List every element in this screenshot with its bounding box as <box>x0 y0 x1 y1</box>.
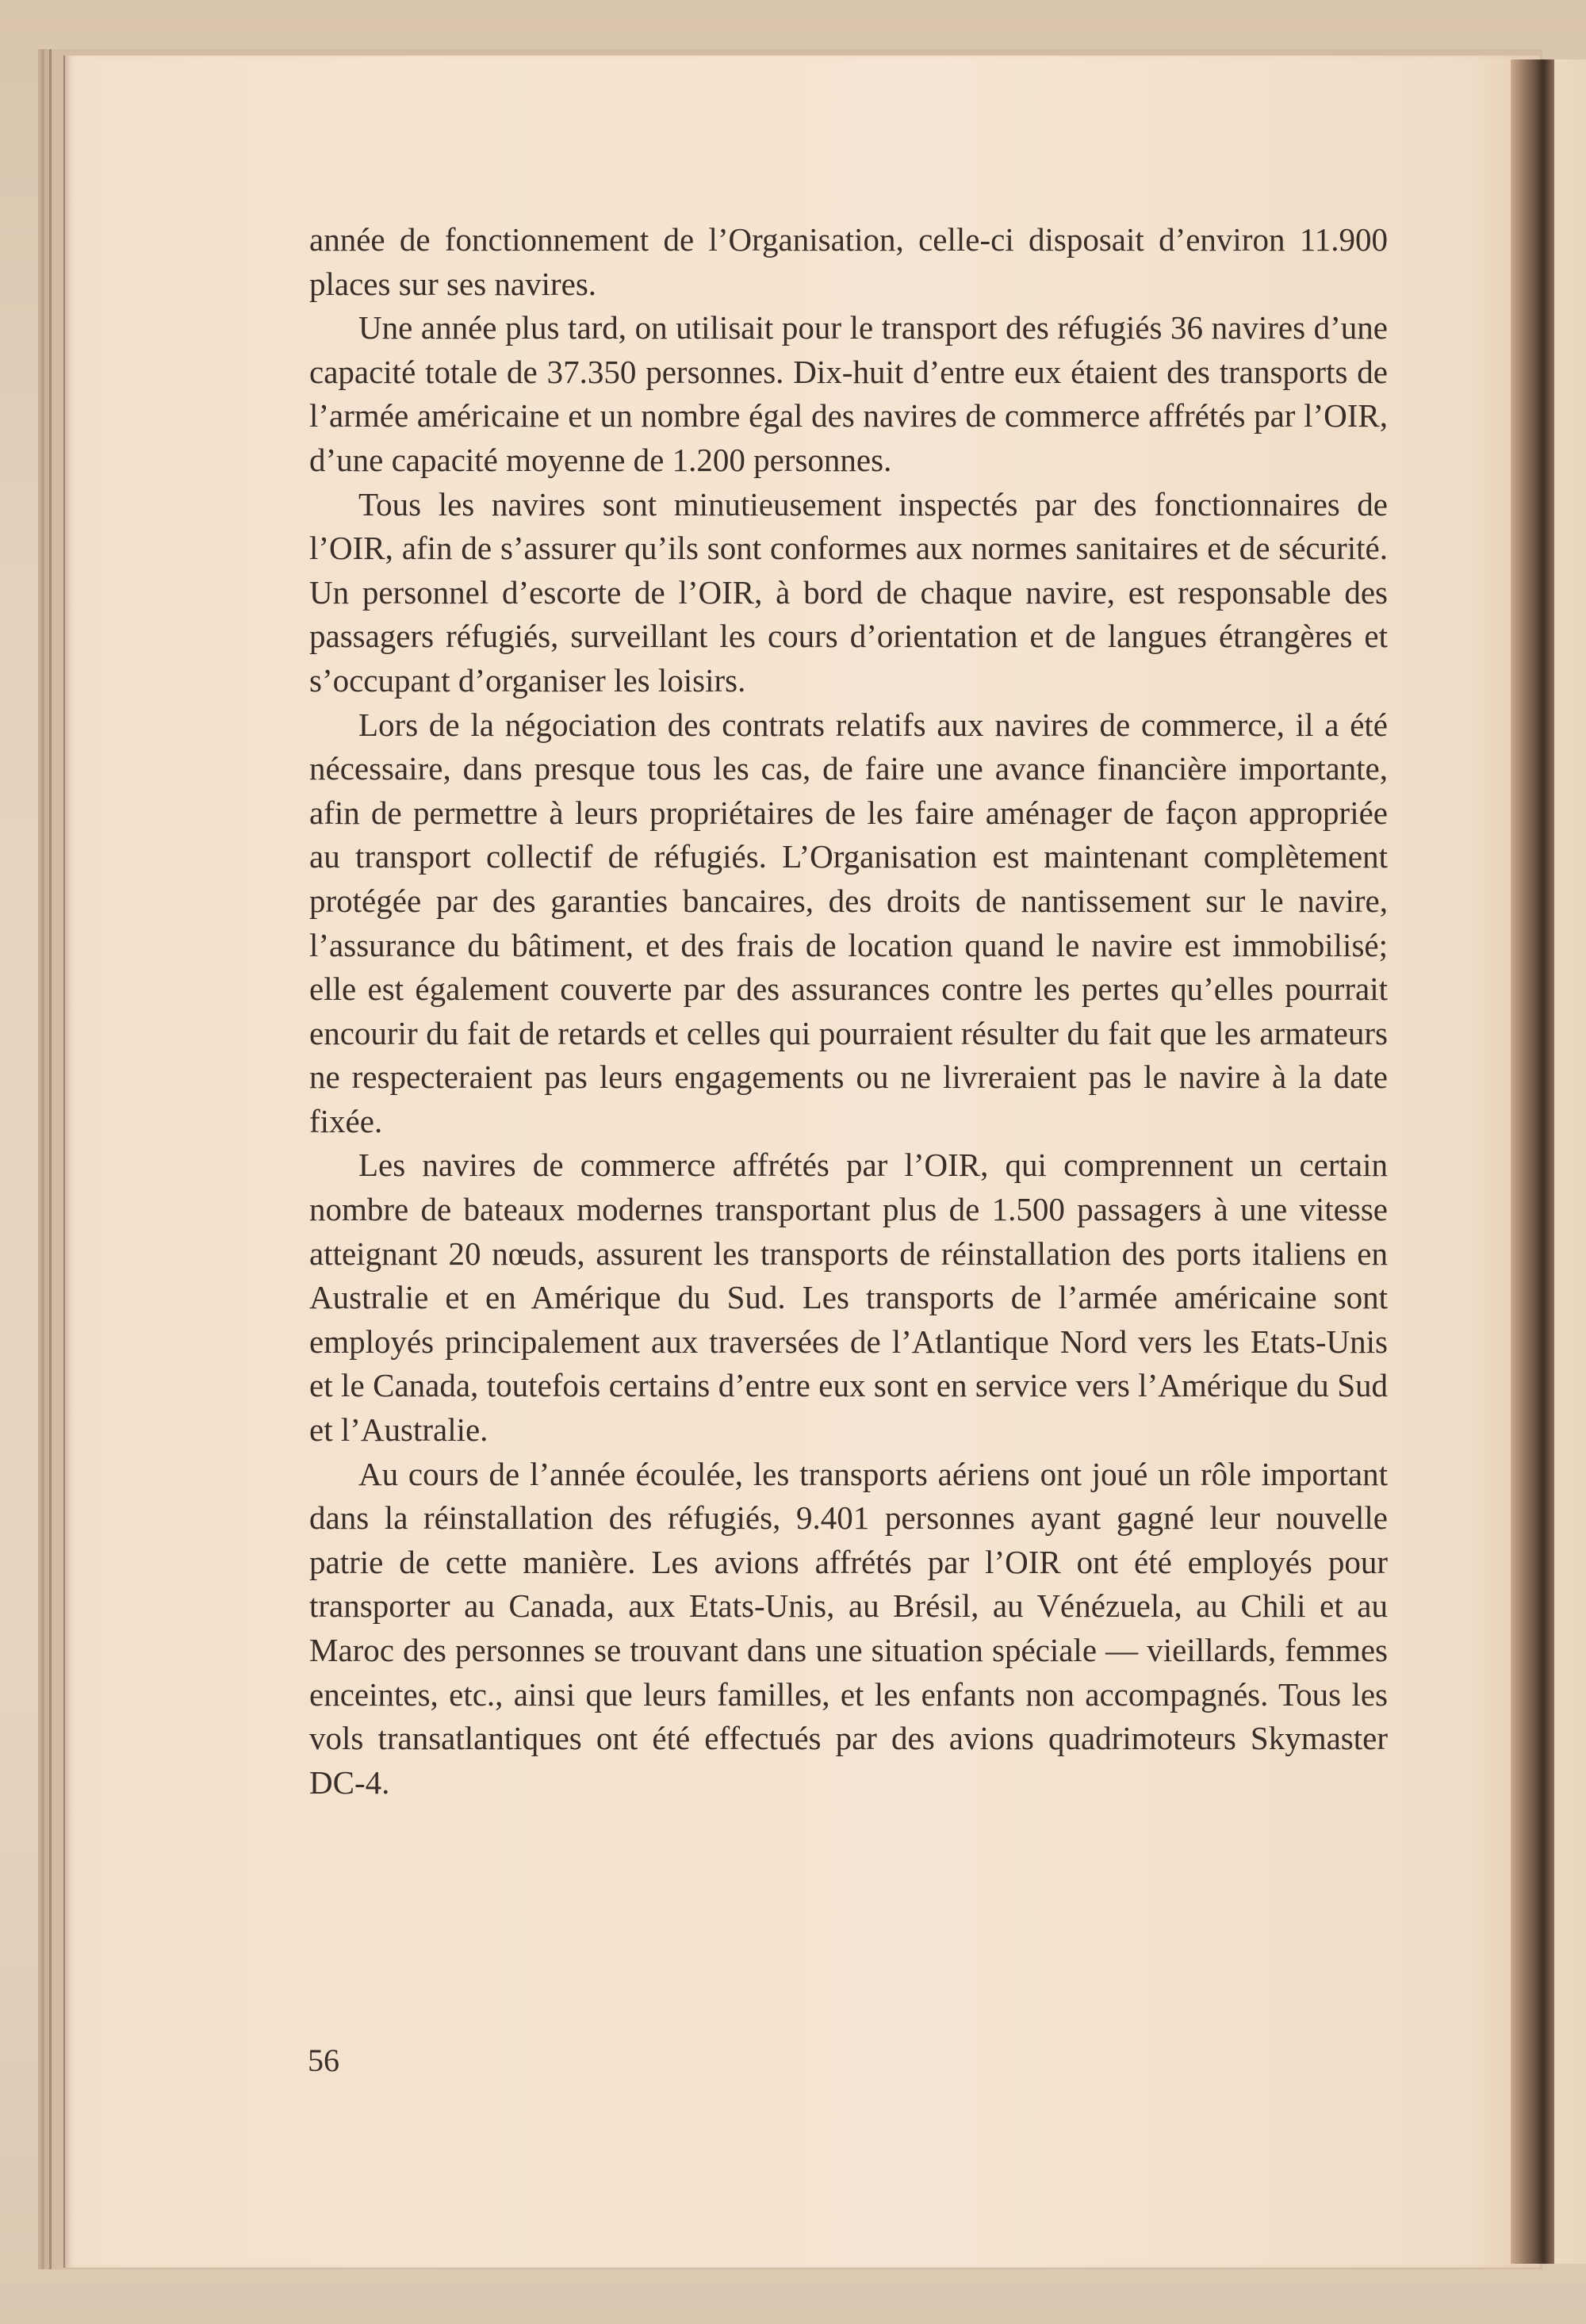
paragraph-1: année de fonctionnement de l’Organisation, celle-ci disposait d’environ 11.900 places sur ses navires. <box>309 221 1388 302</box>
paragraph-3: Tous les navires sont minutieusement inspectés par des fonctionnaires de l’OIR, afin de s’assurer qu’ils sont conformes aux normes sanitaires et de sécurité. Un personnel d’escorte de l’OIR, à bord de chaque navire, est responsable des passagers réfugiés, surveillant les cours d’orientation et de langues étrangères et s’occupant d’organiser les loisirs. <box>309 485 1388 699</box>
paragraph-4: Lors de la négociation des contrats relatifs aux navires de commerce, il a été nécessaire, dans presque tous les cas, de faire une avance financière importante, afin de permettre à leurs propriétaires de les faire aménager de façon appropriée au transport collectif de réfugiés. L’Organisation est maintenant complètement protégée par des garanties bancaires, des droits de nantissement sur le navire, l’assurance du bâtiment, et des frais de location quand le navire est immobilisé; elle est également couverte par des assurances contre les pertes qu’elles pourrait encourir du fait de retards et celles qui pourraient résulter du fait que les armateurs ne respecteraient pas leurs engagements ou ne livreraient pas le navire à la date fixée. <box>309 706 1388 1139</box>
paragraph-2: Une année plus tard, on utilisait pour le transport des réfugiés 36 navires d’une capacité totale de 37.350 personnes. Dix-huit d’entre eux étaient des transports de l’armée américaine et un nombre égal des navires de commerce affrétés par l’OIR, d’une capacité moyenne de 1.200 personnes. <box>309 309 1388 478</box>
facing-page-edge <box>1554 59 1586 2264</box>
book-gutter <box>1511 59 1554 2264</box>
body-text <box>309 218 1388 1805</box>
page-number: 56 <box>308 2043 339 2078</box>
paragraph-6: Au cours de l’année écoulée, les transports aériens ont joué un rôle important dans la réinstallation des réfugiés, 9.401 personnes ayant gagné leur nouvelle patrie de cette manière. Les avions affrétés par l’OIR ont été employés pour transporter au Canada, aux Etats-Unis, au Brésil, au Vénézuela, au Chili et au Maroc des personnes se trouvant dans une situation spéciale — vieillards, femmes enceintes, etc., ainsi que leurs familles, et les enfants non accompagnés. Tous les vols transatlantiques ont été effectués par des avions quadrimoteurs Skymaster DC-4. <box>309 1455 1388 1801</box>
paragraph-5: Les navires de commerce affrétés par l’OIR, qui comprennent un certain nombre de bateaux modernes transportant plus de 1.500 passagers à une vitesse atteignant 20 nœuds, assurent les transports de réinstallation des ports italiens en Australie et en Amérique du Sud. Les transports de l’armée américaine sont employés principalement aux traversées de l’Atlantique Nord vers les Etats-Unis et le Canada, toutefois certains d’entre eux sont en service vers l’Amérique du Sud et l’Australie. <box>309 1147 1388 1449</box>
